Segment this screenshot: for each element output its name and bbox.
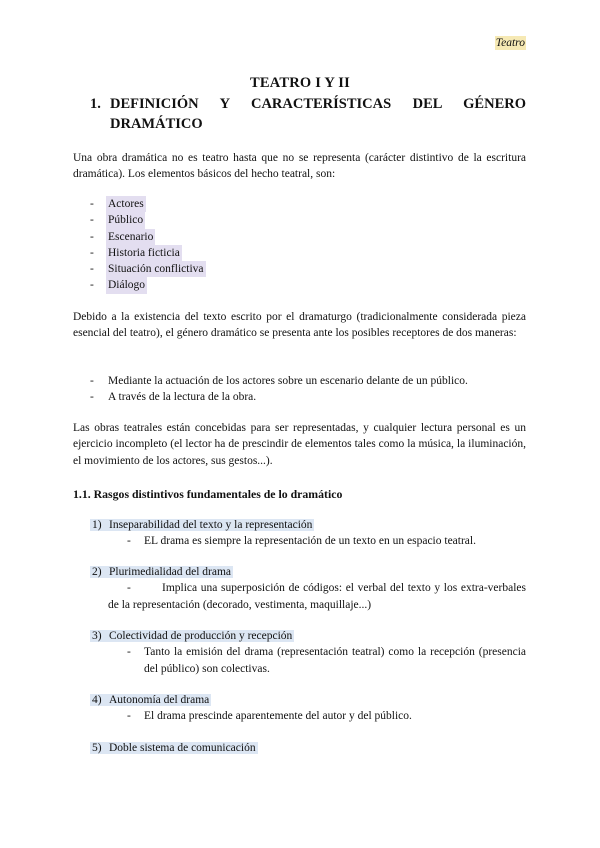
rasgo-1: 1) Inseparabilidad del texto y la representación - EL drama es siempre la representación de un texto en un espacio teatral. xyxy=(92,519,476,548)
rasgo-desc: Implica una superposición de códigos: el verbal del texto y los extra-verbales de la representación (decorado, vestimenta, maquillaje...) xyxy=(108,582,526,611)
document-title: TEATRO I Y II xyxy=(250,75,350,91)
section-number: 1. xyxy=(90,96,101,112)
rasgo-4: 4) Autonomía del drama - El drama prescinde aparentemente del autor y del público. xyxy=(92,694,412,723)
rasgo-3: 3) Colectividad de producción y recepción - Tanto la emisión del drama (representación teatral) como la recepción (presencia del público) son colectivas. xyxy=(92,630,526,675)
rasgo-title: Inseparabilidad del texto y la representación xyxy=(109,519,313,531)
rasgo-desc: Tanto la emisión del drama (representación teatral) como la recepción (presencia del público) son colectivas. xyxy=(144,646,526,675)
subsection-heading: 1.1. Rasgos distintivos fundamentales de lo dramático xyxy=(73,487,343,501)
rasgo-title: Autonomía del drama xyxy=(109,694,210,706)
rasgo-desc: El drama prescinde aparentemente del autor y del público. xyxy=(144,710,412,723)
paragraph-2: Debido a la existencia del texto escrito por el dramaturgo (tradicionalmente considerada pieza esencial del teatro), el género dramático se presenta ante los posibles receptores de dos maneras: xyxy=(73,311,526,340)
header-tag: Teatro xyxy=(495,37,525,49)
section-title-line1: DEFINICIÓN Y CARACTERÍSTICAS DEL GÉNERO xyxy=(110,96,526,112)
section-heading xyxy=(90,94,526,134)
rasgo-2: 2) Plurimedialidad del drama - Implica una superposición de códigos: el verbal del texto y los extra-verbales de la representación (decorado, vestimenta, maquillaje...) xyxy=(92,566,526,611)
paragraph-3: Las obras teatrales están concebidas para ser representadas, y cualquier lectura personal es un ejercicio incompleto (el lector ha de prescindir de elementos tales como la música, la iluminación, el movimiento de los actores, sus gestos...). xyxy=(73,422,526,467)
rasgo-title: Doble sistema de comunicación xyxy=(109,742,256,754)
rasgo-title: Colectividad de producción y recepción xyxy=(109,630,293,642)
rasgo-5: 5) Doble sistema de comunicación xyxy=(92,742,256,754)
rasgo-title: Plurimedialidad del drama xyxy=(109,566,231,578)
intro-paragraph: Una obra dramática no es teatro hasta que no se representa (carácter distintivo de la escritura dramática). Los elementos básicos del hecho teatral, son: xyxy=(73,152,526,181)
rasgo-desc: EL drama es siempre la representación de un texto en un espacio teatral. xyxy=(144,535,476,548)
section-title-line2: DRAMÁTICO xyxy=(110,116,203,132)
